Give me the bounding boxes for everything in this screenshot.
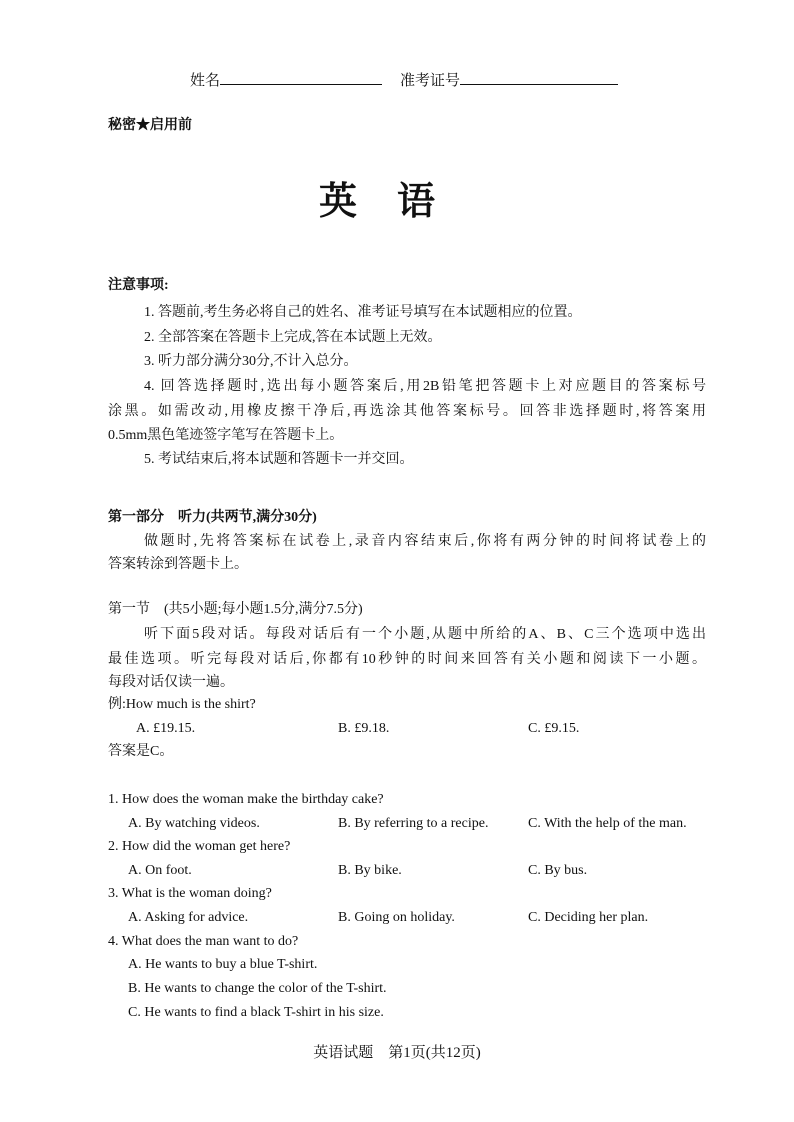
- confidential-label: 秘密★启用前: [108, 118, 192, 133]
- note-line: 2. 全部答案在答题卡上完成,答在本试题上无效。: [144, 330, 442, 345]
- name-label: 姓名: [190, 73, 221, 89]
- note-line: 4. 回答选择题时,选出每小题答案后,用2B铅笔把答题卡上对应题目的答案标号: [144, 379, 706, 394]
- section1-intro: 听下面5段对话。每段对话后有一个小题,从题中所给的A、B、C三个选项中选出: [144, 627, 706, 642]
- option: A. On foot.: [128, 863, 192, 878]
- note-line: 3. 听力部分满分30分,不计入总分。: [144, 354, 358, 369]
- option: B. He wants to change the color of the T-shirt.: [128, 981, 387, 996]
- question: 2. How did the woman get here?: [108, 839, 291, 854]
- example-question: 例:How much is the shirt?: [108, 697, 256, 712]
- option: C. By bus.: [528, 863, 588, 878]
- option: C. He wants to find a black T-shirt in his size.: [128, 1005, 384, 1020]
- option: B. By bike.: [338, 863, 402, 878]
- question: 1. How does the woman make the birthday cake?: [108, 792, 384, 807]
- option: C. With the help of the man.: [528, 816, 687, 831]
- exam-id-field[interactable]: [400, 70, 618, 91]
- notes-heading: 注意事项:: [108, 278, 169, 293]
- note-line: 5. 考试结束后,将本试题和答题卡一并交回。: [144, 452, 414, 467]
- question: 3. What is the woman doing?: [108, 886, 272, 901]
- exam-id-label: 准考证号: [400, 73, 461, 89]
- part1-intro: 答案转涂到答题卡上。: [108, 557, 248, 572]
- name-blank[interactable]: [220, 70, 382, 85]
- example-option: B. £9.18.: [338, 721, 390, 736]
- example-option: C. £9.15.: [528, 721, 580, 736]
- option: A. Asking for advice.: [128, 910, 249, 925]
- exam-id-blank[interactable]: [460, 70, 618, 85]
- part1-heading: 第一部分 听力(共两节,满分30分): [108, 510, 317, 525]
- option: A. By watching videos.: [128, 816, 260, 831]
- option: B. Going on holiday.: [338, 910, 455, 925]
- part1-intro: 做题时,先将答案标在试卷上,录音内容结束后,你将有两分钟的时间将试卷上的: [144, 534, 706, 549]
- page-footer: 英语试题 第1页(共12页): [313, 1045, 481, 1061]
- example-answer: 答案是C。: [108, 744, 174, 759]
- section1-heading: 第一节 (共5小题;每小题1.5分,满分7.5分): [108, 602, 363, 617]
- section1-intro: 每段对话仅读一遍。: [108, 675, 234, 690]
- name-field[interactable]: [190, 70, 382, 91]
- section1-intro: 最佳选项。听完每段对话后,你都有10秒钟的时间来回答有关小题和阅读下一小题。: [108, 652, 706, 667]
- option: C. Deciding her plan.: [528, 910, 649, 925]
- note-line: 涂黑。如需改动,用橡皮擦干净后,再选涂其他答案标号。回答非选择题时,将答案用: [108, 404, 706, 419]
- option: A. He wants to buy a blue T-shirt.: [128, 957, 318, 972]
- example-option: A. £19.15.: [136, 721, 196, 736]
- page-title: 英语: [318, 178, 475, 223]
- note-line: 0.5mm黑色笔迹签字笔写在答题卡上。: [108, 428, 344, 443]
- option: B. By referring to a recipe.: [338, 816, 489, 831]
- note-line: 1. 答题前,考生务必将自己的姓名、准考证号填写在本试题相应的位置。: [144, 305, 582, 320]
- question: 4. What does the man want to do?: [108, 934, 299, 949]
